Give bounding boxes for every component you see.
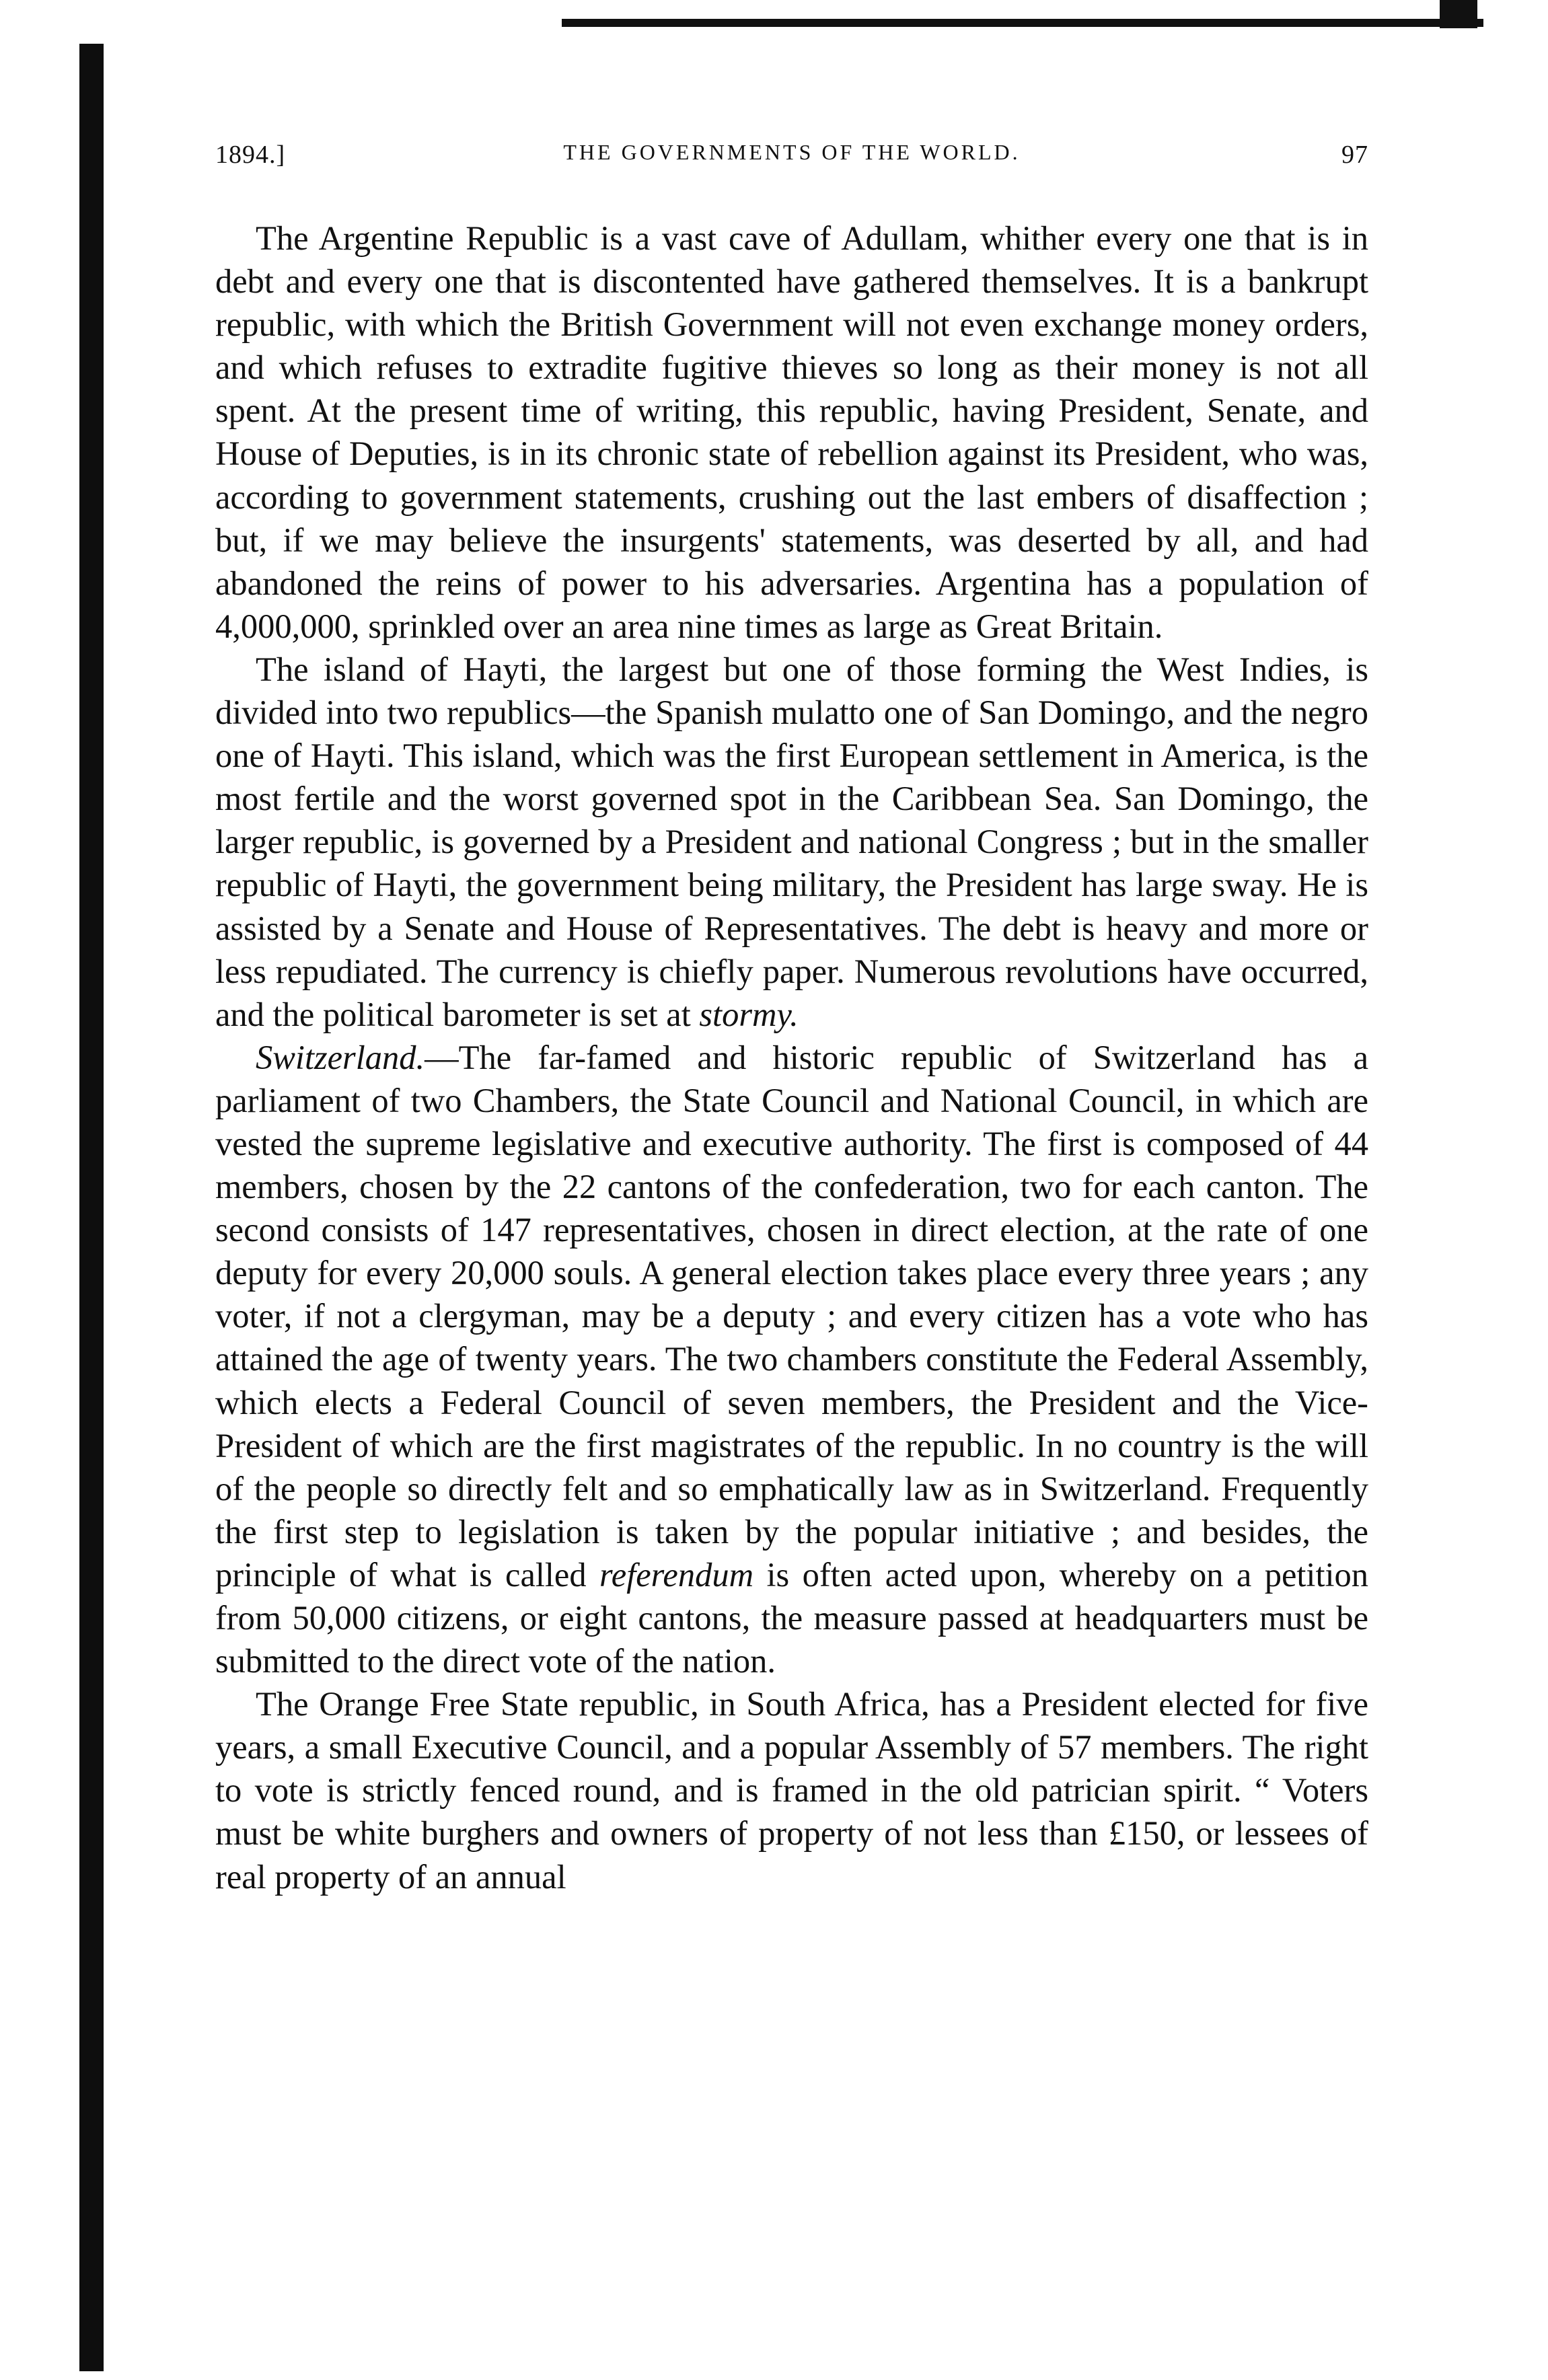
paragraph-orange-free-state (215, 1682, 1368, 1898)
italic-stormy: stormy. (699, 995, 799, 1033)
running-head-title: THE GOVERNMENTS OF THE WORLD. (563, 140, 1021, 164)
top-rule-end (1440, 0, 1477, 28)
binding-edge (79, 44, 104, 2371)
running-head (215, 140, 1368, 180)
paragraph-text: —The far-famed and historic republic of Switzerland has a parliament of two Chambers, the State Council and National Council, in which are vested the supreme legislative and executive authority. The first is composed of 44 members, chosen by the 22 cantons of the confederation, two for each canton. The second consists of 147 representatives, chosen in direct election, at the rate of one deputy for every 20,000 souls. A general election takes place every three years ; any voter, if not a clergyman, may be a deputy ; and every citizen has a vote who has attained the age of twenty years. The two chambers constitute the Federal Assembly, which elects a Federal Council of seven members, the President and the Vice-President of which are the first magistrates of the republic. In no country is the will of the people so directly felt and so emphatically law as in Switzerland. Frequently the first step to legislation is taken by the popular initiative ; and besides, the principle of what is called (215, 1038, 1368, 1594)
paragraph-switzerland (215, 1036, 1368, 1682)
page-number: 97 (1341, 141, 1368, 169)
paragraph-hayti (215, 648, 1368, 1036)
top-rule (562, 19, 1483, 27)
italic-referendum: referendum (599, 1555, 754, 1594)
paragraph-text: The Orange Free State republic, in South Africa, has a President elected for five years, a small Executive Council, and a popular Assembly of 57 members. The right to vote is strictly fenced round, and is framed in the old patrician spirit. “ Voters must be white burghers and owners of property of not less than £150, or lessees of real property of an annual (215, 1685, 1368, 1896)
section-heading-switzerland: Switzerland. (256, 1038, 425, 1076)
paragraph-argentine (215, 217, 1368, 648)
paragraph-text: The island of Hayti, the largest but one of those forming the West Indies, is divided into two republics—the Spanish mulatto one of San Domingo, and the negro one of Hayti. This island, which was the first European settlement in America, is the most fertile and the worst governed spot in the Caribbean Sea. San Domingo, the larger republic, is governed by a President and national Congress ; but in the smaller republic of Hayti, the government being military, the President has large sway. He is assisted by a Senate and House of Representatives. The debt is heavy and more or less repudiated. The currency is chiefly paper. Numerous revolutions have occurred, and the political barometer is set at (215, 650, 1368, 1033)
paragraph-text-continued: is often acted upon, whereby on a petition from 50,000 citizens, or eight cantons, the measure passed at headquarters must be submitted to the direct vote of the nation. (215, 1555, 1369, 1680)
running-head-year: 1894.] (215, 141, 286, 169)
paragraph-text: The Argentine Republic is a vast cave of Adullam, whither every one that is in debt and every one that is discontented have gathered themselves. It is a bankrupt republic, with which the British Government will not even exchange money orders, and which refuses to extradite fugitive thieves so long as their money is not all spent. At the present time of writing, this republic, having President, Senate, and House of Deputies, is in its chronic state of rebellion against its President, who was, according to government statements, crushing out the last embers of disaffection ; but, if we may believe the insurgents' statements, was deserted by all, and had abandoned the reins of power to his adversaries. Argentina has a population of 4,000,000, sprinkled over an area nine times as large as Great Britain. (215, 219, 1368, 645)
body-text (215, 217, 1368, 1898)
